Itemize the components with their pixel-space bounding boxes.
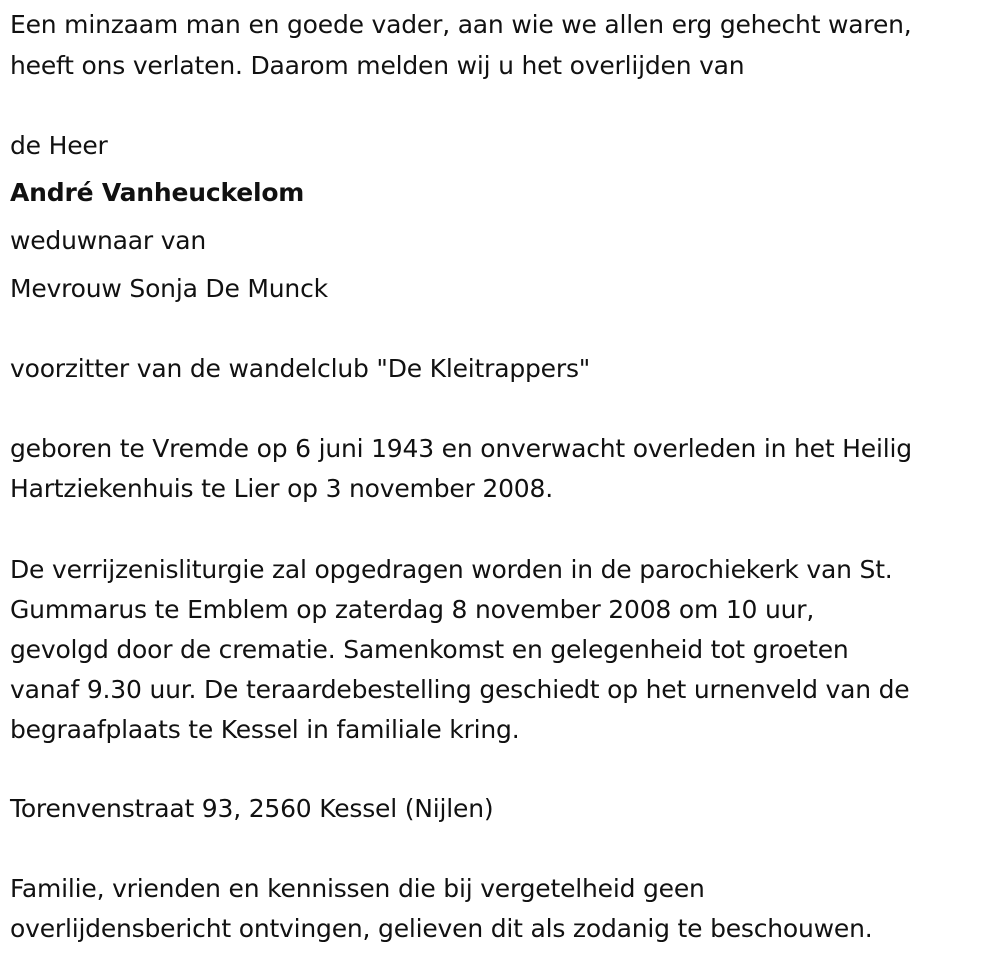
service-line-4: vanaf 9.30 uur. De teraardebestelling geschiedt op het urnenveld van de — [10, 675, 910, 704]
service-line-1: De verrijzenisliturgie zal opgedragen worden in de parochiekerk van St. — [10, 555, 893, 584]
service-line-3: gevolgd door de crematie. Samenkomst en gelegenheid tot groeten — [10, 635, 849, 664]
service-line-5: begraafplaats te Kessel in familiale kring. — [10, 715, 520, 744]
relation-label: weduwnaar van — [10, 226, 207, 255]
address: Torenvenstraat 93, 2560 Kessel (Nijlen) — [10, 794, 494, 823]
deceased-name: André Vanheuckelom — [10, 178, 305, 207]
closing-line-1: Familie, vrienden en kennissen die bij vergetelheid geen — [10, 874, 705, 903]
spouse-name: Mevrouw Sonja De Munck — [10, 274, 328, 303]
club-role: voorzitter van de wandelclub "De Kleitrappers" — [10, 354, 591, 383]
birth-death-line-1: geboren te Vremde op 6 juni 1943 en onverwacht overleden in het Heilig — [10, 434, 912, 463]
intro-line-2: heeft ons verlaten. Daarom melden wij u het overlijden van — [10, 51, 745, 80]
closing-line-2: overlijdensbericht ontvingen, gelieven dit als zodanig te beschouwen. — [10, 914, 873, 943]
service-line-2: Gummarus te Emblem op zaterdag 8 november 2008 om 10 uur, — [10, 595, 815, 624]
salutation: de Heer — [10, 131, 108, 160]
intro-line-1: Een minzaam man en goede vader, aan wie we allen erg gehecht waren, — [10, 10, 912, 39]
birth-death-line-2: Hartziekenhuis te Lier op 3 november 2008. — [10, 474, 553, 503]
